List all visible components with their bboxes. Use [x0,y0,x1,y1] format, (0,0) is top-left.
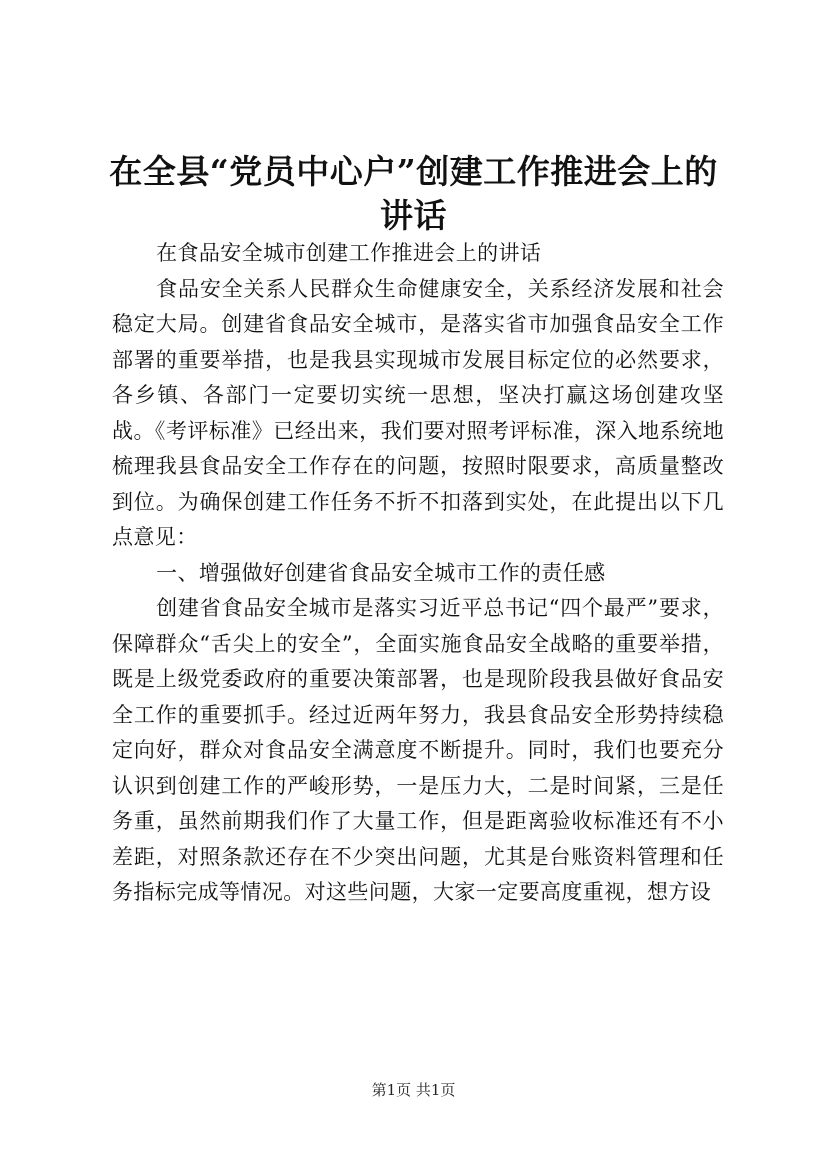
paragraph-section-body: 创建省食品安全城市是落实习近平总书记“四个最严”要求，保障群众“舌尖上的安全”，全面实施食品安全战略的重要举措，既是上级党委政府的重要决策部署，也是现阶段我县做好食品安全工作的重要抓手。经过近两年努力，我县食品安全形势持续稳定向好，群众对食品安全满意度不断提升。同时，我们也要充分认识到创建工作的严峻形势，一是压力大，二是时间紧，三是任务重，虽然前期我们作了大量工作，但是距离验收标准还有不小差距，对照条款还存在不少突出问题，尤其是台账资料管理和任务指标完成等情况。对这些问题，大家一定要高度重视，想方设 [112,596,724,904]
page-footer: 第1页 共1页 [371,1081,456,1099]
document-body [112,236,724,911]
paragraph-intro: 食品安全关系人民群众生命健康安全，关系经济发展和社会稳定大局。创建省食品安全城市，是落实省市加强食品安全工作部署的重要举措，也是我县实现城市发展目标定位的必然要求，各乡镇、各部门一定要切实统一思想，坚决打赢这场创建攻坚战。《考评标准》已经出来，我们要对照考评标准，深入地系统地梳理我县食品安全工作存在的问题，按照时限要求，高质量整改到位。为确保创建工作任务不折不扣落到实处，在此提出以下几点意见： [112,276,724,549]
paragraph-section-heading: 一、增强做好创建省食品安全城市工作的责任感 [156,560,606,585]
document-title: 在全县“党员中心户”创建工作推进会上的讲话 [109,152,718,235]
paragraph-subtitle: 在食品安全城市创建工作推进会上的讲话 [156,241,542,265]
